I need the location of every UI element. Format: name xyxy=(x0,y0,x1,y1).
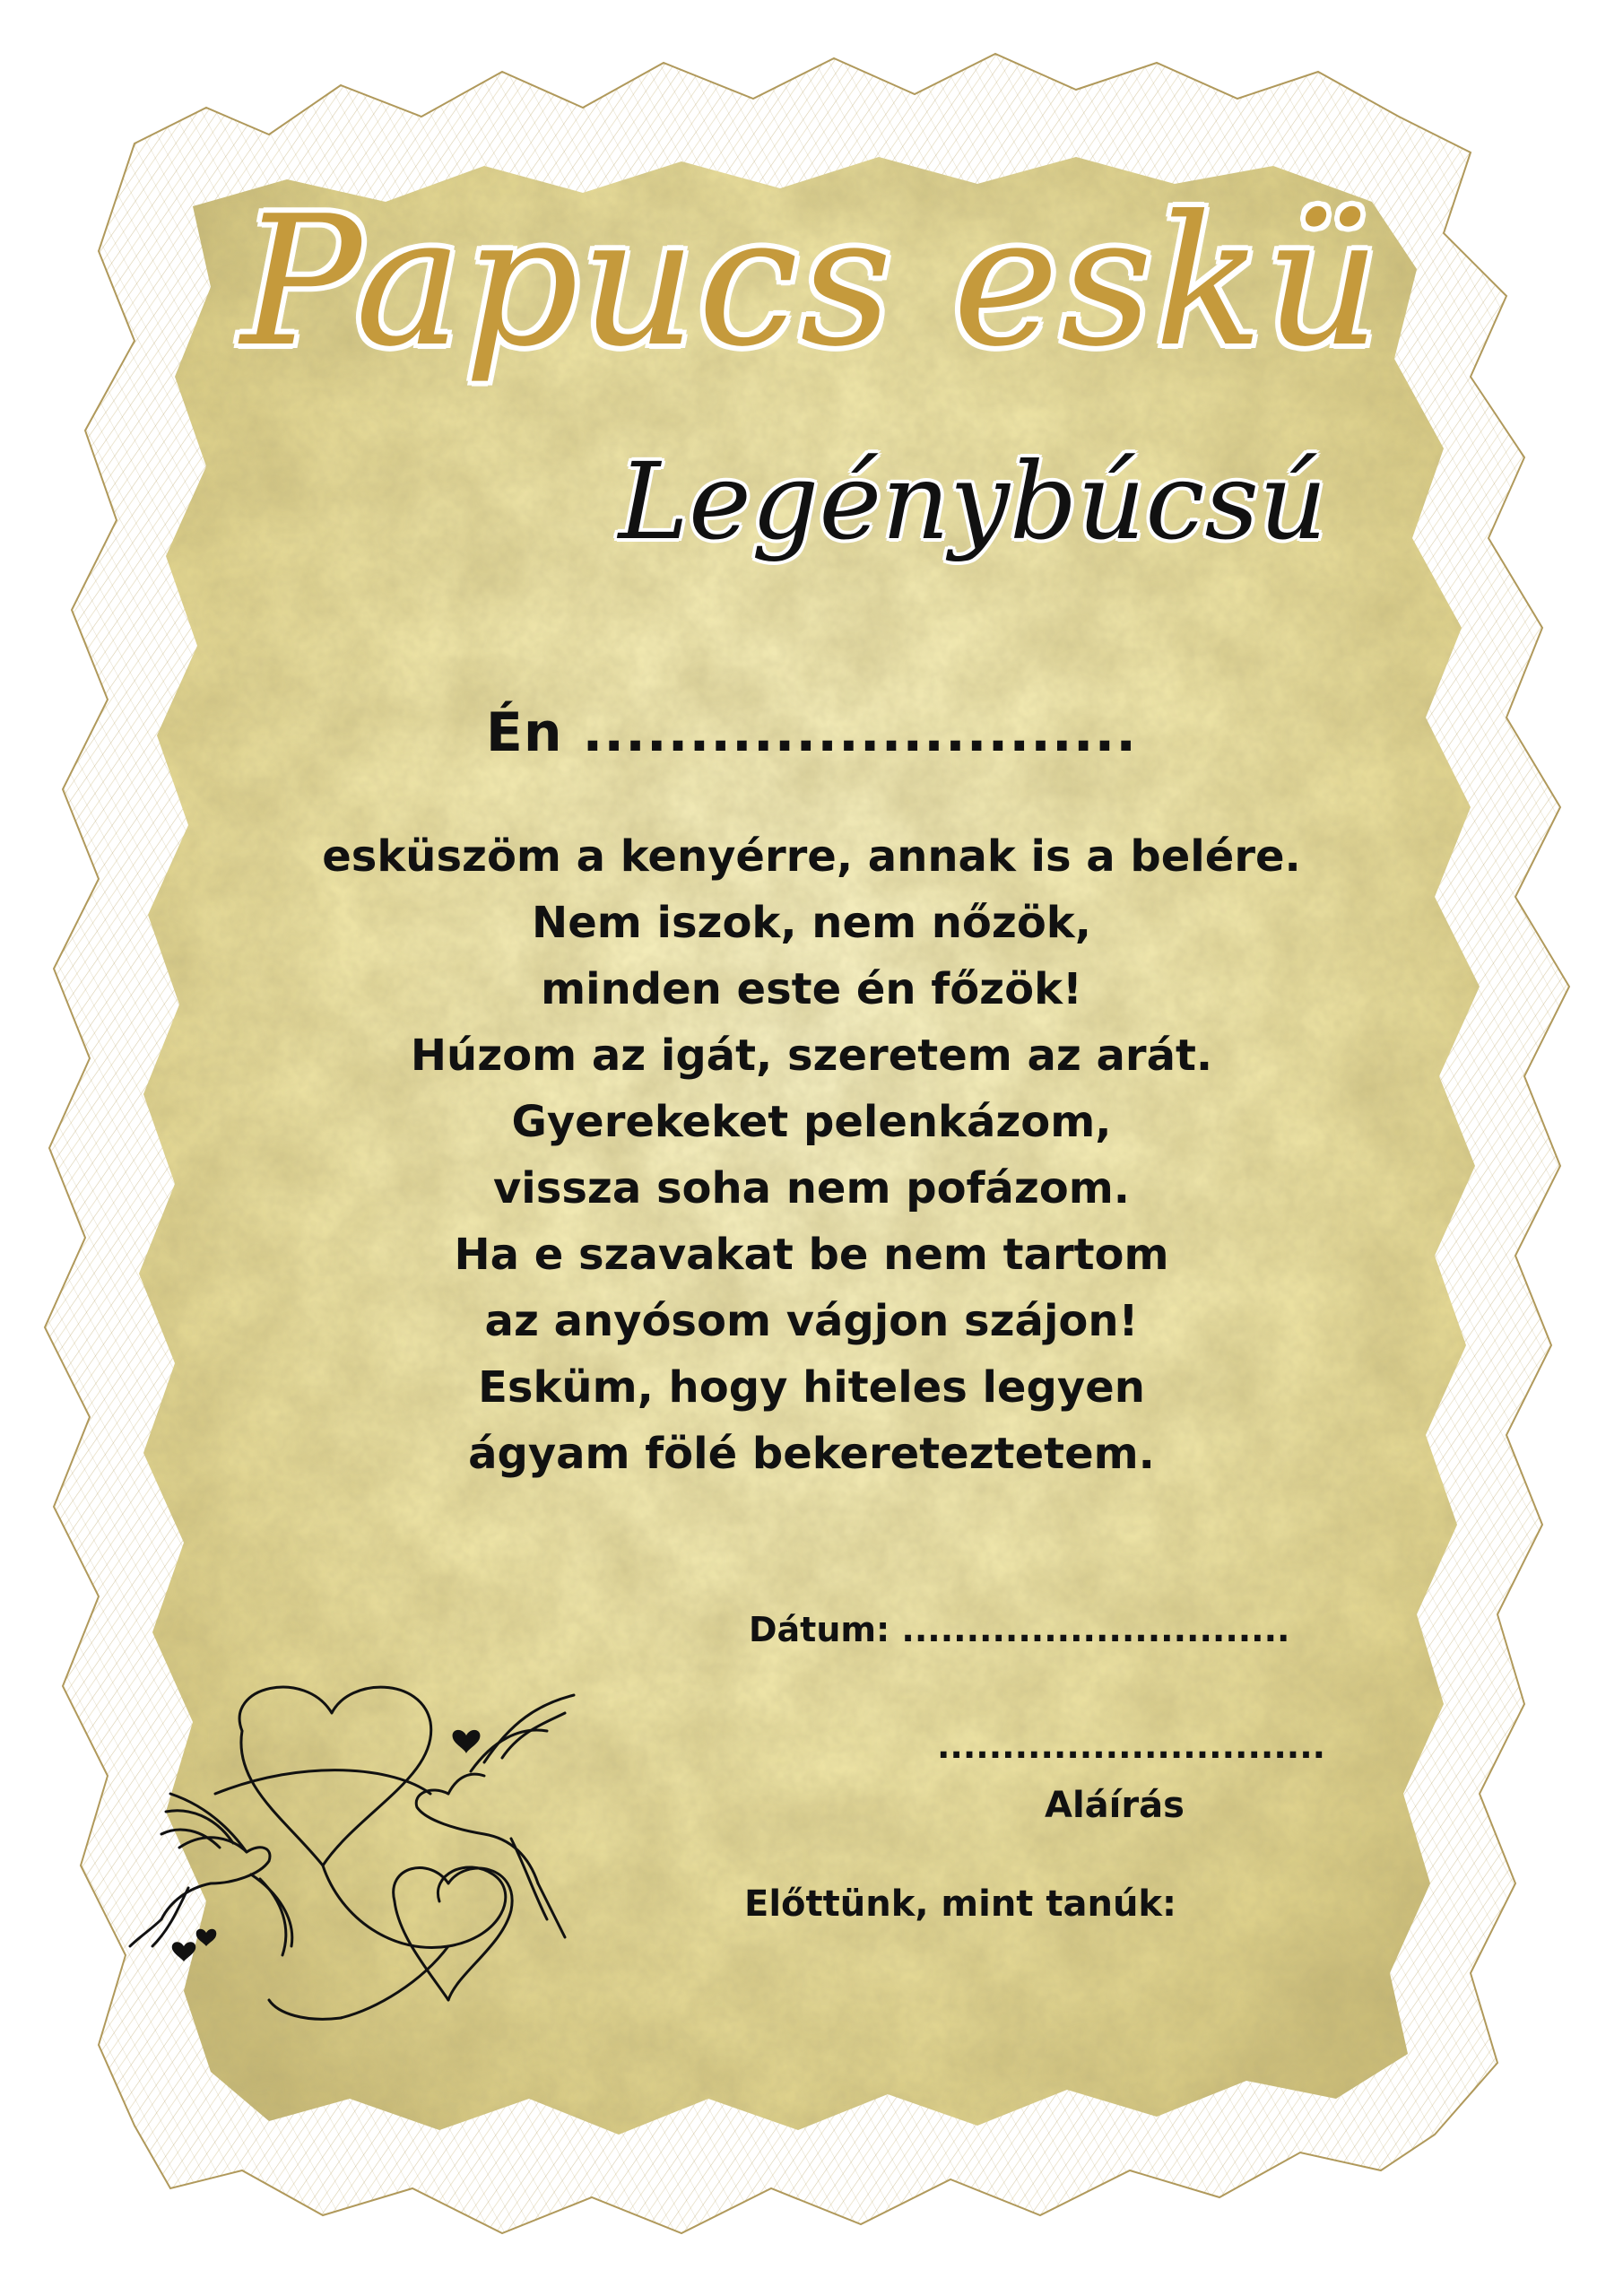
document-title: Papucs eskü xyxy=(240,178,1383,387)
oath-line: minden este én főzök! xyxy=(541,964,1082,1014)
oath-text xyxy=(0,823,1623,1487)
doves-hearts-ornament-icon xyxy=(126,1659,664,2054)
oath-line: vissza soha nem pofázom. xyxy=(493,1163,1130,1213)
signature-line: .............................. xyxy=(937,1726,1326,1766)
oath-line: ágyam fölé bekereteztetem. xyxy=(468,1429,1155,1479)
document-subtitle: Legénybúcsú xyxy=(618,439,1327,563)
oath-line: Ha e szavakat be nem tartom xyxy=(454,1230,1169,1280)
date-line: Dátum: .............................. xyxy=(749,1610,1290,1649)
signature-label: Aláírás xyxy=(1045,1785,1185,1826)
oath-line: az anyósom vágjon szájon! xyxy=(484,1296,1139,1346)
name-line: Én .......................... xyxy=(485,701,1138,764)
oath-line: Nem iszok, nem nőzök, xyxy=(532,898,1091,948)
oath-line: Húzom az igát, szeretem az arát. xyxy=(410,1031,1213,1081)
oath-line: esküszöm a kenyérre, annak is a belére. xyxy=(322,831,1301,882)
oath-line: Esküm, hogy hiteles legyen xyxy=(478,1362,1145,1413)
witness-line: Előttünk, mint tanúk: xyxy=(744,1883,1177,1925)
oath-line: Gyerekeket pelenkázom, xyxy=(511,1097,1112,1147)
